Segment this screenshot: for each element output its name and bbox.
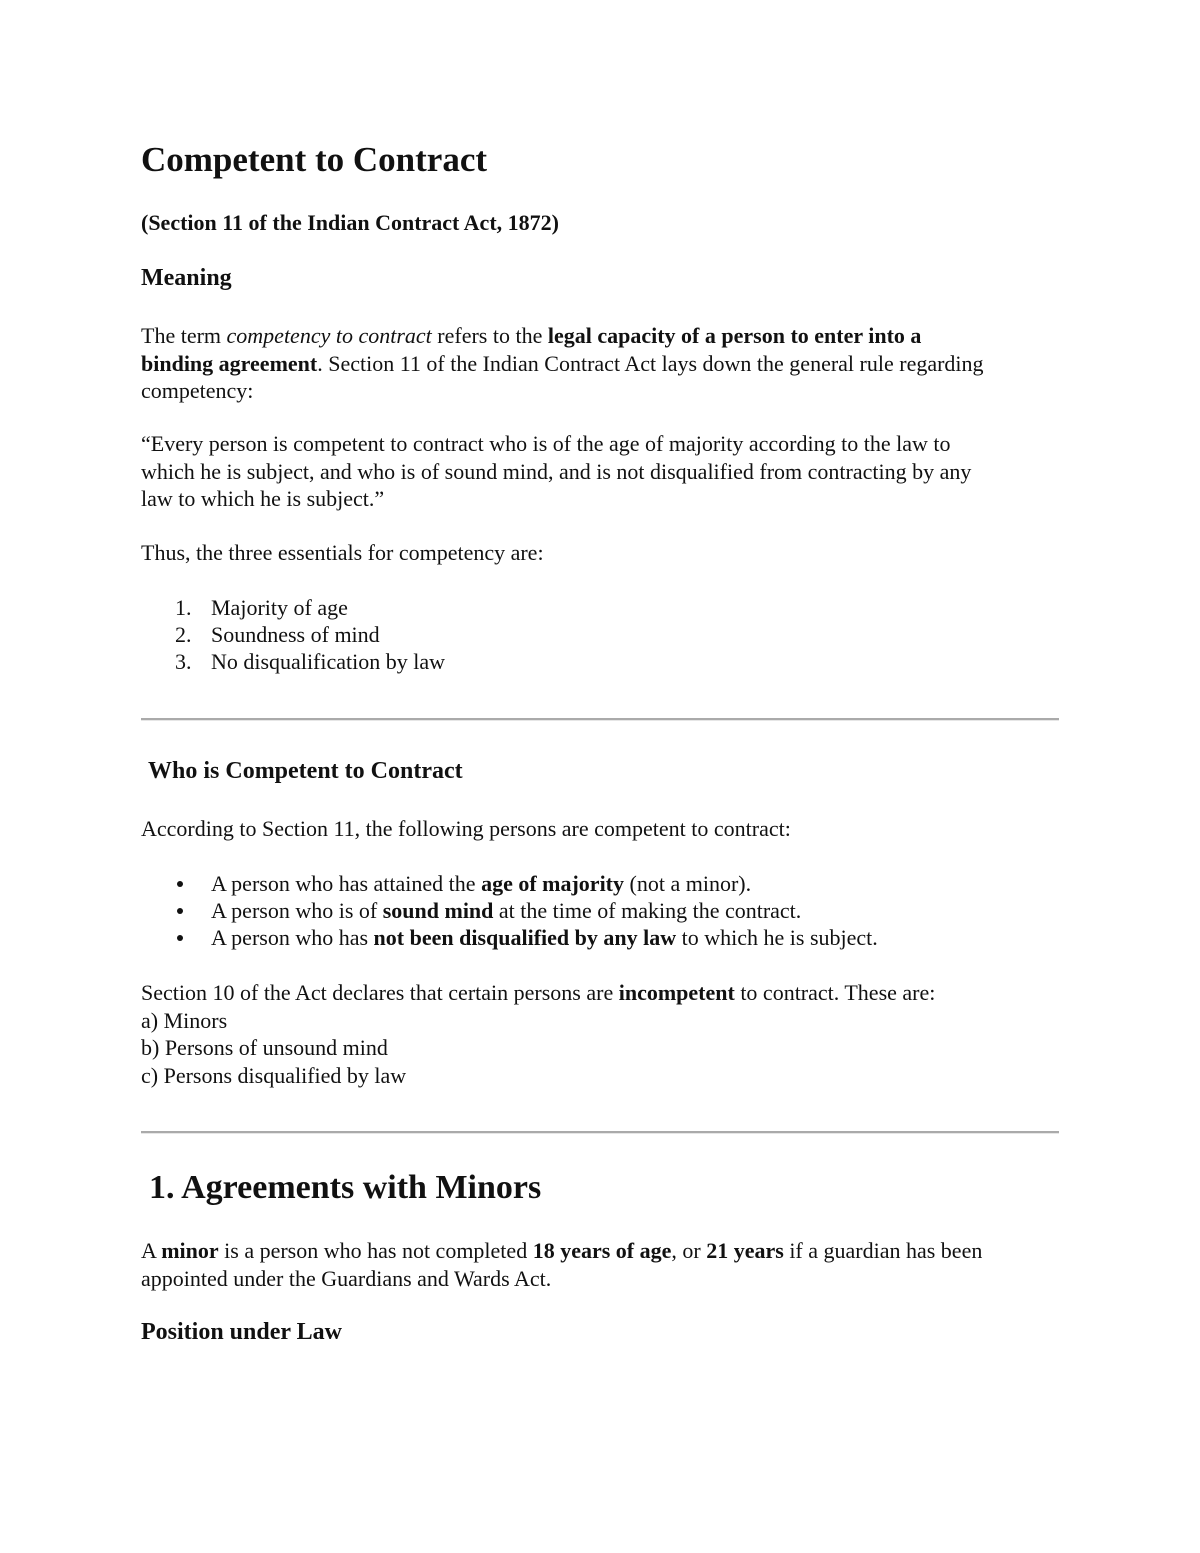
bold-term: not been disqualified by any law xyxy=(373,925,677,950)
meaning-heading: Meaning xyxy=(141,265,232,291)
incompetent-item: c) Persons disqualified by law xyxy=(141,1062,407,1088)
text-span: A xyxy=(141,1238,162,1263)
bullet-icon xyxy=(177,881,183,887)
bold-term: incompetent xyxy=(618,980,735,1005)
page-title: Competent to Contract xyxy=(141,140,488,179)
who-heading: Who is Competent to Contract xyxy=(148,758,463,784)
section-divider xyxy=(141,1131,1059,1134)
text-line: competency: xyxy=(141,378,254,403)
text-line: appointed under the Guardians and Wards Act. xyxy=(141,1265,552,1291)
list-number: 1. xyxy=(175,595,192,620)
incompetent-item: a) Minors xyxy=(141,1007,228,1033)
quote-line: “Every person is competent to contract who is of the age of majority according to the law to xyxy=(141,431,951,456)
list-item-text: Soundness of mind xyxy=(211,622,380,647)
text-span: , or xyxy=(671,1238,707,1263)
text-span: to contract. These are: xyxy=(734,980,936,1005)
list-item-text: No disqualification by law xyxy=(211,649,446,674)
quote-line: which he is subject, and who is of sound mind, and is not disqualified from contracting by any xyxy=(141,458,972,484)
page-subtitle: (Section 11 of the Indian Contract Act, 1872) xyxy=(141,210,559,235)
meaning-paragraph xyxy=(141,322,984,405)
bullet-icon xyxy=(177,908,183,914)
bold-term: minor xyxy=(161,1238,219,1263)
bold-term: 18 years of age xyxy=(532,1238,672,1263)
who-intro: According to Section 11, the following persons are competent to contract: xyxy=(141,816,791,841)
text-span: at the time of making the contract. xyxy=(493,898,802,923)
incompetent-item: b) Persons of unsound mind xyxy=(141,1035,388,1060)
text-span: The term xyxy=(141,323,227,348)
section-11-quote xyxy=(141,430,971,513)
bullet-icon xyxy=(177,935,183,941)
text-span: . Section 11 of the Indian Contract Act lays down the general rule regarding xyxy=(317,350,984,376)
text-span: if a guardian has been xyxy=(783,1238,983,1263)
bold-term: legal capacity of a person to enter into a xyxy=(547,323,922,348)
text-span: A person who has attained the xyxy=(211,871,482,896)
italic-term: competency to contract xyxy=(226,323,432,348)
position-under-law-heading: Position under Law xyxy=(141,1319,342,1345)
text-span: Section 10 of the Act declares that certain persons are xyxy=(141,980,619,1005)
text-span: A person who has xyxy=(211,925,374,950)
section-divider xyxy=(141,718,1059,721)
section-10-paragraph xyxy=(141,979,935,1089)
text-span: (not a minor). xyxy=(624,871,752,896)
bold-term: sound mind xyxy=(382,898,494,923)
bold-term: age of majority xyxy=(481,871,625,896)
text-span: is a person who has not completed xyxy=(218,1238,533,1263)
bold-term: 21 years xyxy=(706,1238,784,1263)
quote-line: law to which he is subject.” xyxy=(141,486,385,511)
minor-definition xyxy=(141,1237,982,1292)
text-span: to which he is subject. xyxy=(676,925,878,950)
text-span: A person who is of xyxy=(211,898,383,923)
bold-term: binding agreement xyxy=(141,350,318,376)
essentials-intro: Thus, the three essentials for competency are: xyxy=(141,540,544,565)
list-number: 2. xyxy=(175,622,192,647)
list-number: 3. xyxy=(175,649,192,674)
minors-heading: 1. Agreements with Minors xyxy=(149,1169,542,1206)
list-item-text: Majority of age xyxy=(211,595,348,620)
text-span: refers to the xyxy=(431,323,548,348)
